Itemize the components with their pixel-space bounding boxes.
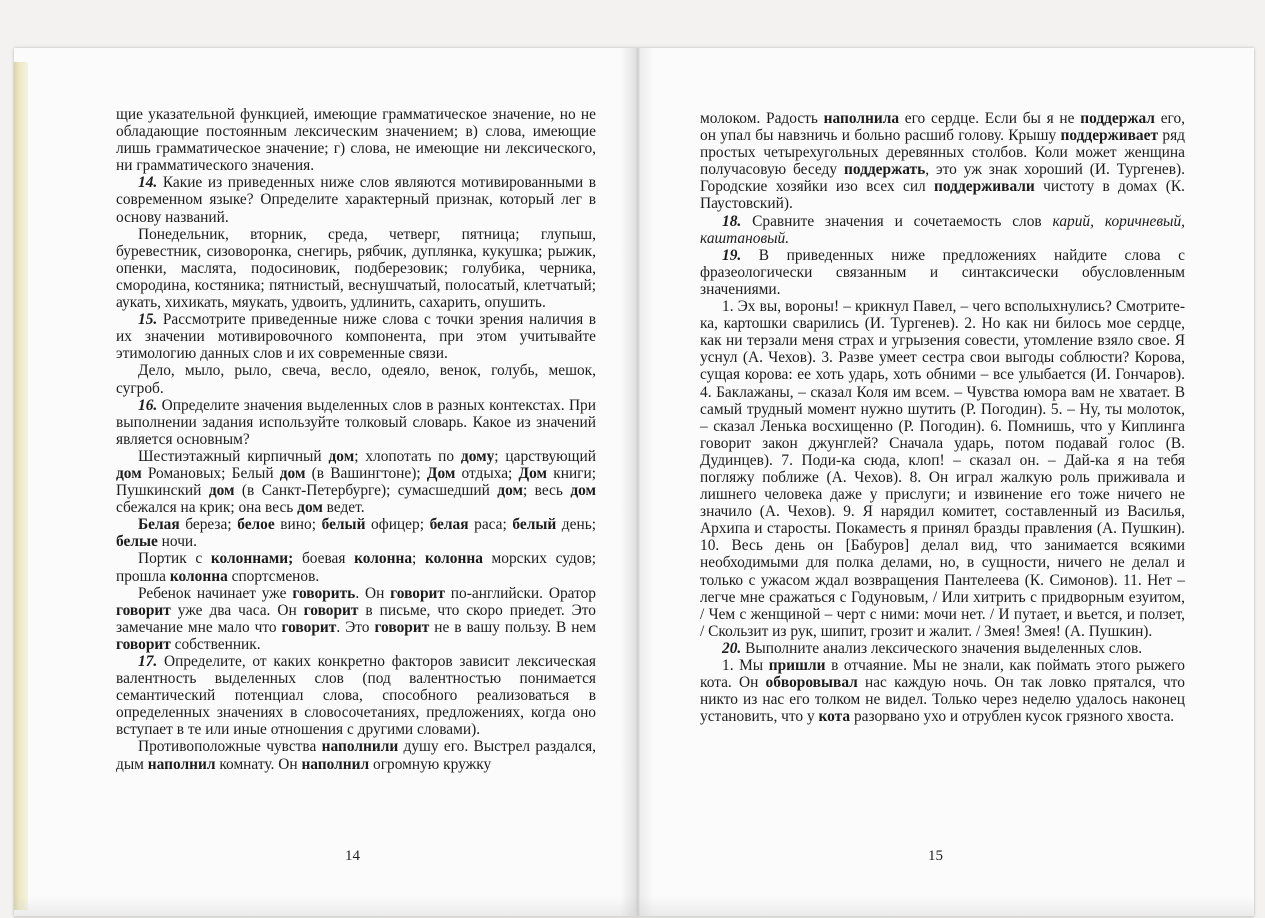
bold-term: белый xyxy=(512,516,557,534)
bold-term: белое xyxy=(237,516,275,534)
bold-term: Белая xyxy=(138,516,180,534)
bold-term: дом xyxy=(116,464,142,482)
text-run: чистоту в домах (К. Паустовский). xyxy=(700,178,1185,213)
paragraph xyxy=(700,110,1185,213)
bold-term: пришли xyxy=(768,657,826,674)
left-page-text xyxy=(116,106,596,773)
text-run: огромную кружку xyxy=(369,755,492,773)
text-run: Портик с xyxy=(138,550,211,568)
bold-term: говорит xyxy=(374,618,430,636)
paragraph xyxy=(116,311,596,362)
text-run: Дело, мыло, рыло, свеча, весло, одеяло, венок, голубь, мешок, сугроб. xyxy=(116,362,596,397)
exercise-number: 19. xyxy=(722,246,742,264)
bold-term: колонна xyxy=(354,550,413,568)
bold-term: дом xyxy=(297,499,323,517)
text-run: Выполните анализ лексического значения выделенных слов. xyxy=(741,639,1143,657)
paragraph xyxy=(116,226,596,311)
bold-term: колонна xyxy=(424,550,483,568)
paragraph xyxy=(116,106,596,174)
bold-term: говорит xyxy=(303,601,359,619)
exercise-number: 17. xyxy=(138,653,158,670)
text-run: в отчаяние. Мы не знали, как поймать этого рыжего кота. Он xyxy=(700,657,1185,692)
text-run: Определите, от каких конкретно факторов зависит лексическая валентность выделенных слов (под валентностью понимается семантический потенциал слова, способного реализоваться в определенных значениях в словосочетаниях, предложениях, когда оно вступает в те или иные отношения с другими словами). xyxy=(116,653,596,739)
text-run: в письме, что скоро приедет. Это замечание мне мало что xyxy=(116,601,596,636)
exercise-number: 14. xyxy=(138,174,158,192)
bold-term: дом xyxy=(208,482,235,500)
text-run: молоком. Радость xyxy=(700,110,824,127)
bold-term: наполнила xyxy=(823,110,900,127)
text-run: вино; xyxy=(274,516,322,534)
text-run: ; весь xyxy=(522,482,571,500)
text-run: Рассмотрите приведенные ниже слова с точки зрения наличия в их значении мотивировочного компонента, при этом учитывайте этимологию данных слов и их современные связи. xyxy=(116,311,596,363)
text-run: нас каждую ночь. Он так ловко прятался, что никто из нас его толком не видел. Только через неделю удалось наконец установить, что у xyxy=(700,674,1185,726)
text-run: . Это xyxy=(336,618,375,636)
text-run: по-английски. Оратор xyxy=(444,584,596,602)
bold-term: говорит xyxy=(390,584,445,602)
exercise-number: 20. xyxy=(722,639,742,657)
exercise-number: 16. xyxy=(138,396,158,414)
paragraph xyxy=(116,585,596,653)
bold-term: поддержать xyxy=(843,161,926,179)
text-run: душу его. Выстрел раздался, дым xyxy=(116,738,596,773)
paragraph xyxy=(116,174,596,225)
text-run: В приведенных ниже предложениях найдите слова с фразеологически связанным и синтаксически обусловленным значениями. xyxy=(700,246,1185,298)
text-run: уже два часа. Он xyxy=(170,601,304,619)
text-run: разорвано ухо и отрублен кусок грязного хвоста. xyxy=(850,708,1175,726)
text-run: комнату. Он xyxy=(215,755,302,773)
right-page-text xyxy=(700,110,1185,725)
text-run: . Он xyxy=(355,584,391,602)
paragraph xyxy=(700,657,1185,725)
paragraph xyxy=(700,298,1185,640)
text-run: Какие из приведенных ниже слов являются мотивированными в современном языке? Определите характерный признак, который лег в основу названий. xyxy=(116,174,596,226)
text-run: береза; xyxy=(179,516,238,534)
text-run: морских судов; прошла xyxy=(116,550,597,585)
text-run: (в Вашингтоне); xyxy=(305,464,427,482)
text-run: Романовых; Белый xyxy=(141,464,280,482)
paragraph xyxy=(116,516,596,550)
bold-term: белая xyxy=(429,516,469,534)
page-number-right: 15 xyxy=(928,848,943,864)
bold-term: наполнили xyxy=(321,738,399,756)
text-run: боевая xyxy=(293,550,355,568)
paragraph xyxy=(116,397,596,448)
text-run: раса; xyxy=(468,516,513,534)
paragraph xyxy=(116,738,596,772)
paragraph xyxy=(700,213,1185,247)
bold-term: говорит xyxy=(116,601,171,619)
text-run: день; xyxy=(556,516,596,534)
bold-term: колонна xyxy=(169,567,228,585)
bold-term: Дом xyxy=(426,464,456,482)
text-run: сбежался на крик; она весь xyxy=(116,499,298,517)
bold-term: дому xyxy=(460,447,495,465)
exercise-number: 18. xyxy=(722,212,742,230)
paragraph xyxy=(116,550,596,584)
bold-term: дом xyxy=(497,482,523,500)
bold-term: дом xyxy=(279,464,306,482)
text-run: , это уж знак хороший (И. Тургенев). Городские хозяйки изо всех сил xyxy=(700,161,1185,196)
bold-term: говорит xyxy=(116,635,171,653)
text-run: Определите значения выделенных слов в разных контекстах. При выполнении задания используйте толковый словарь. Какое из значений является основным? xyxy=(116,396,596,448)
text-run: щие указательной функцией, имеющие грамматическое значение, но не обладающие постоянным лексическим значением; в) слова, имеющие лишь грамматическое значение; г) слова, не имеющие ни лексического, ни грамматического значения. xyxy=(116,106,596,175)
paragraph xyxy=(700,640,1185,657)
bold-term: наполнил xyxy=(147,755,216,773)
bold-term: говорит xyxy=(281,618,337,636)
paragraph xyxy=(116,448,596,516)
bold-term: белый xyxy=(321,516,366,534)
text-run: спортсменов. xyxy=(227,567,320,585)
paragraph xyxy=(116,653,596,738)
text-run: ; хлопотать по xyxy=(354,447,461,465)
exercise-number: 15. xyxy=(138,311,158,329)
bold-term: наполнил xyxy=(301,755,370,773)
book-gutter xyxy=(620,48,654,916)
bold-term: поддерживает xyxy=(1060,127,1159,145)
text-run: 1. Эх вы, вороны! – крикнул Павел, – чего всполыхнулись? Смотрите-ка, картошки сварились (И. Тургенев). 2. Но как ни билось мое сердце, как ни терзали меня страх и угрызения совести, утомление взяло свое. Я уснул (А. Чехов). 3. Разве умеет сестра свои выгоды соблюсти? Корова, сущая корова: ее хоть ударь, хоть обними – все улыбается (И. Гончаров). 4. Баклажаны, – сказал Коля им всем. – Чувства юмора вам не хватает. В самый трудный момент нужно шутить (Р. Погодин). 5. – Ну, ты молоток, – сказал Ленька восхищенно (Р. Погодин). 6. Помнишь, что у Киплинга говорит закон джунглей? Сначала ударь, потом подавай голос (В. Дудинцев). 7. Поди-ка сюда, клоп! – сказал он. – Дай-ка я на тебя погляжу поближе (А. Чехов). 8. Он играл жалкую роль приживала и лишнего человека даже у прислуги; и извинение его тоже ничего не значило (А. Чехов). 9. Я нарядил комитет, составленный из Василья, Архипа и старосты. Покаместь я принял бразды правления (А. Пушкин). 10. Весь день он [Бабуров] делал вид, что занимается всякими необходимыми для полка делами, но, в сущности, ничего не делал и только с ужасом ждал возвращения Пантелеева (К. Симонов). 11. Нет – легче мне сражаться с Годуновым, / Или хитрить с придворным езуитом, / Чем с женщиной – черт с ними: мочи нет. / И путает, и вьется, и ползет, / Скользит из рук, шипит, грозит и жалит. / Змея! Змея! (А. Пушкин). xyxy=(700,298,1185,640)
text-run: (в Санкт-Петербурге); сумасшедший xyxy=(234,482,498,500)
text-run: ряд простых четырехугольных деревянных столбов. Коли может женщина получасовую беседу xyxy=(700,127,1186,179)
bottom-shadow xyxy=(14,896,1254,918)
text-run: Противоположные чувства xyxy=(138,738,322,756)
italic-term: карий, коричневый, каштановый. xyxy=(700,212,1185,247)
paragraph xyxy=(116,362,596,396)
text-run: его сердце. Если бы я не xyxy=(899,110,1081,127)
text-run: ; царствующий xyxy=(494,447,597,465)
bold-term: дом xyxy=(570,482,596,500)
bold-term: обворовывал xyxy=(765,674,858,692)
text-run: Ребенок начинает уже xyxy=(138,584,293,602)
bold-term: поддержал xyxy=(1080,110,1155,127)
text-run: собственник. xyxy=(170,635,261,653)
text-run: офицер; xyxy=(365,516,430,534)
text-run: его, он упал бы навзничь и больно расшиб голову. Крышу xyxy=(700,110,1185,145)
text-run: ведет. xyxy=(322,499,365,517)
text-run: ; xyxy=(412,550,425,568)
bold-term: Дом xyxy=(518,464,548,482)
paragraph xyxy=(700,247,1185,298)
bold-term: белые xyxy=(116,533,158,551)
bold-term: колоннами; xyxy=(210,550,294,568)
bold-term: говорить xyxy=(292,584,356,602)
text-run: 1. Мы xyxy=(722,657,769,674)
text-run: Понедельник, вторник, среда, четверг, пятница; глупыш, буревестник, сизоворонка, снегирь, рябчик, дуплянка, кукушка; рыжик, опенки, маслята, подосиновик, подберезовик; голубика, черника, смородина, костяника; пятнистый, веснушчатый, полосатый, клетчатый; аукать, хихикать, мяукать, удвоить, удлинить, сахарить, опушить. xyxy=(116,225,596,312)
text-run: ночи. xyxy=(157,533,198,551)
text-run: не в вашу пользу. В нем xyxy=(429,618,596,636)
text-run: Шестиэтажный кирпичный xyxy=(138,447,329,465)
bold-term: кота xyxy=(818,708,851,726)
text-run: книги; Пушкинский xyxy=(116,464,597,500)
text-run: отдыха; xyxy=(455,464,519,482)
page-edges xyxy=(14,62,28,910)
text-run: Сравните значения и сочетаемость слов xyxy=(741,212,1053,230)
bold-term: дом xyxy=(328,447,355,465)
page-number-left: 14 xyxy=(345,848,360,864)
bold-term: поддерживали xyxy=(934,178,1035,196)
